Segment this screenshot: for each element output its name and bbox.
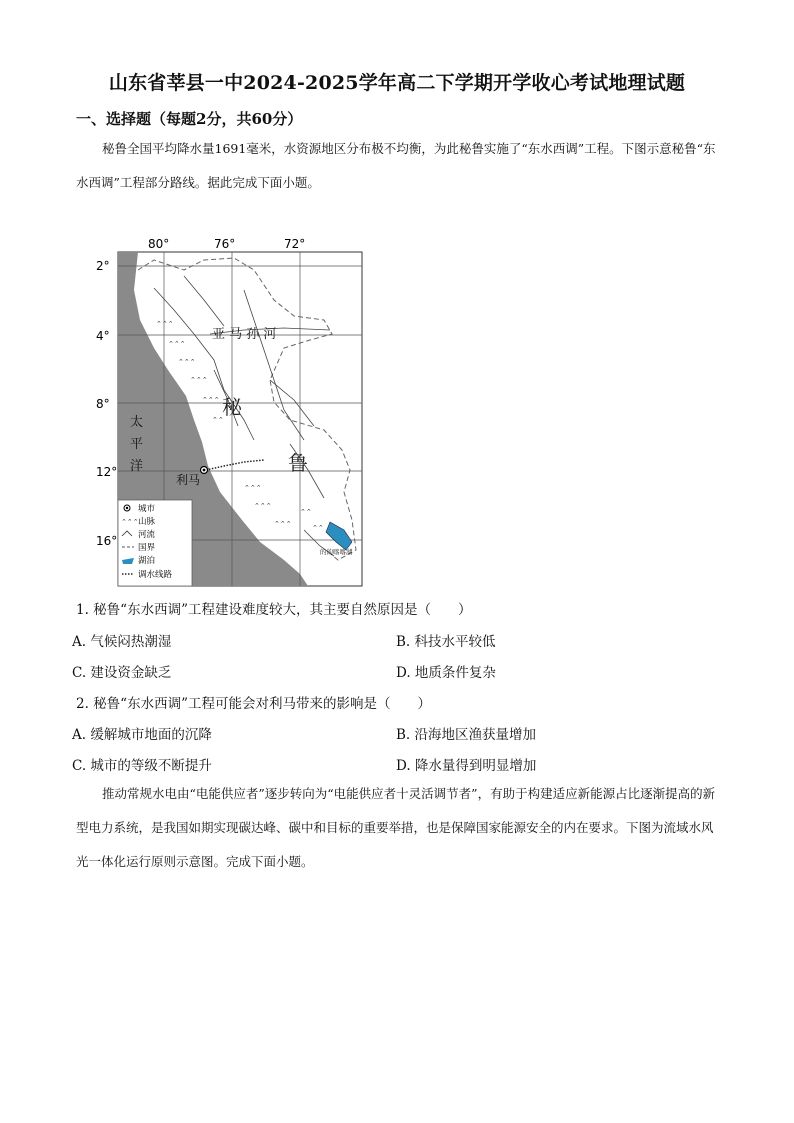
country-label-2: 鲁 [288,451,308,475]
svg-text:⌃⌃⌃: ⌃⌃⌃ [190,376,208,384]
ocean-label-1: 太 [130,415,144,430]
lat-label-2: 2° [96,259,110,273]
page-title: 山东省莘县一中2024-2025学年高二下学期开学收心考试地理试题 [108,72,686,94]
passage-2: 推动常规水电由“电能供应者”逐步转向为“电能供应者十灵活调节者”，有助于构建适应新能源占比逐渐提高的新型电力系统，是我国如期实现碳达峰、碳中和目标的重要举措，也是保障国家能源安全的内在要求。下图为流域水风光一体化运行原则示意图。完成下面小题。 [76,786,716,869]
legend-lake: 湖泊 [138,556,156,566]
question-1-stem: 1. 秘鲁“东水西调”工程建设难度较大，其主要自然原因是（ ） [76,602,472,618]
city-label: 利马 [176,473,201,487]
svg-text:⌃⌃⌃: ⌃⌃⌃ [178,358,196,366]
lat-label-12: 12° [96,465,118,479]
svg-text:⌃⌃⌃: ⌃⌃⌃ [156,320,174,328]
legend-city: 城市 [138,504,156,514]
river-label: 亚 马 孙 河 [212,327,277,342]
svg-text:⌃⌃: ⌃⌃ [212,416,224,424]
legend-river: 河流 [138,530,156,540]
q1-option-d[interactable]: D. 地质条件复杂 [396,665,496,681]
peru-map [94,230,384,590]
lon-label-80: 80° [148,237,170,251]
ocean-label-2: 平 [130,437,144,452]
q1-option-c[interactable]: C. 建设资金缺乏 [72,665,172,681]
lat-label-4: 4° [96,329,110,343]
lake-label: 的的喀喀湖 [320,548,353,556]
lon-label-76: 76° [214,237,236,251]
legend-border: 国界 [138,543,156,553]
map-legend [118,500,192,586]
q2-option-c[interactable]: C. 城市的等级不断提升 [72,758,212,774]
svg-text:⌃⌃⌃: ⌃⌃⌃ [168,340,186,348]
q2-option-b[interactable]: B. 沿海地区渔获量增加 [396,727,537,743]
svg-text:⌃⌃: ⌃⌃ [312,524,324,532]
question-2-stem: 2. 秘鲁“东水西调”工程可能会对利马带来的影响是（ ） [76,696,431,712]
legend-mountain: 山脉 [138,517,156,527]
q2-option-a[interactable]: A. 缓解城市地面的沉降 [72,727,212,743]
q1-option-a[interactable]: A. 气候闷热潮湿 [72,634,172,650]
legend-route: 调水线路 [138,570,173,580]
ocean-label-3: 洋 [130,459,144,474]
q2-option-d[interactable]: D. 降水量得到明显增加 [396,758,537,774]
svg-text:⌃⌃: ⌃⌃ [300,508,312,516]
country-label-1: 秘 [222,395,242,419]
svg-text:⌃⌃⌃: ⌃⌃⌃ [254,502,272,510]
passage-1: 秘鲁全国平均降水量1691毫米，水资源地区分布极不均衡，为此秘鲁实施了“东水西调”工程。下图示意秘鲁“东水西调”工程部分路线。据此完成下面小题。 [76,141,716,190]
lat-label-16: 16° [96,534,118,548]
svg-text:⌃⌃⌃: ⌃⌃⌃ [202,396,220,404]
q1-option-b[interactable]: B. 科技水平较低 [396,634,496,650]
lat-label-8: 8° [96,397,110,411]
section-heading: 一、选择题（每题2分，共60分） [76,110,303,128]
svg-text:⌃⌃⌃: ⌃⌃⌃ [274,520,292,528]
svg-text:⌃⌃⌃: ⌃⌃⌃ [121,518,139,526]
svg-text:⌃⌃⌃: ⌃⌃⌃ [244,484,262,492]
lon-label-72: 72° [284,237,306,251]
